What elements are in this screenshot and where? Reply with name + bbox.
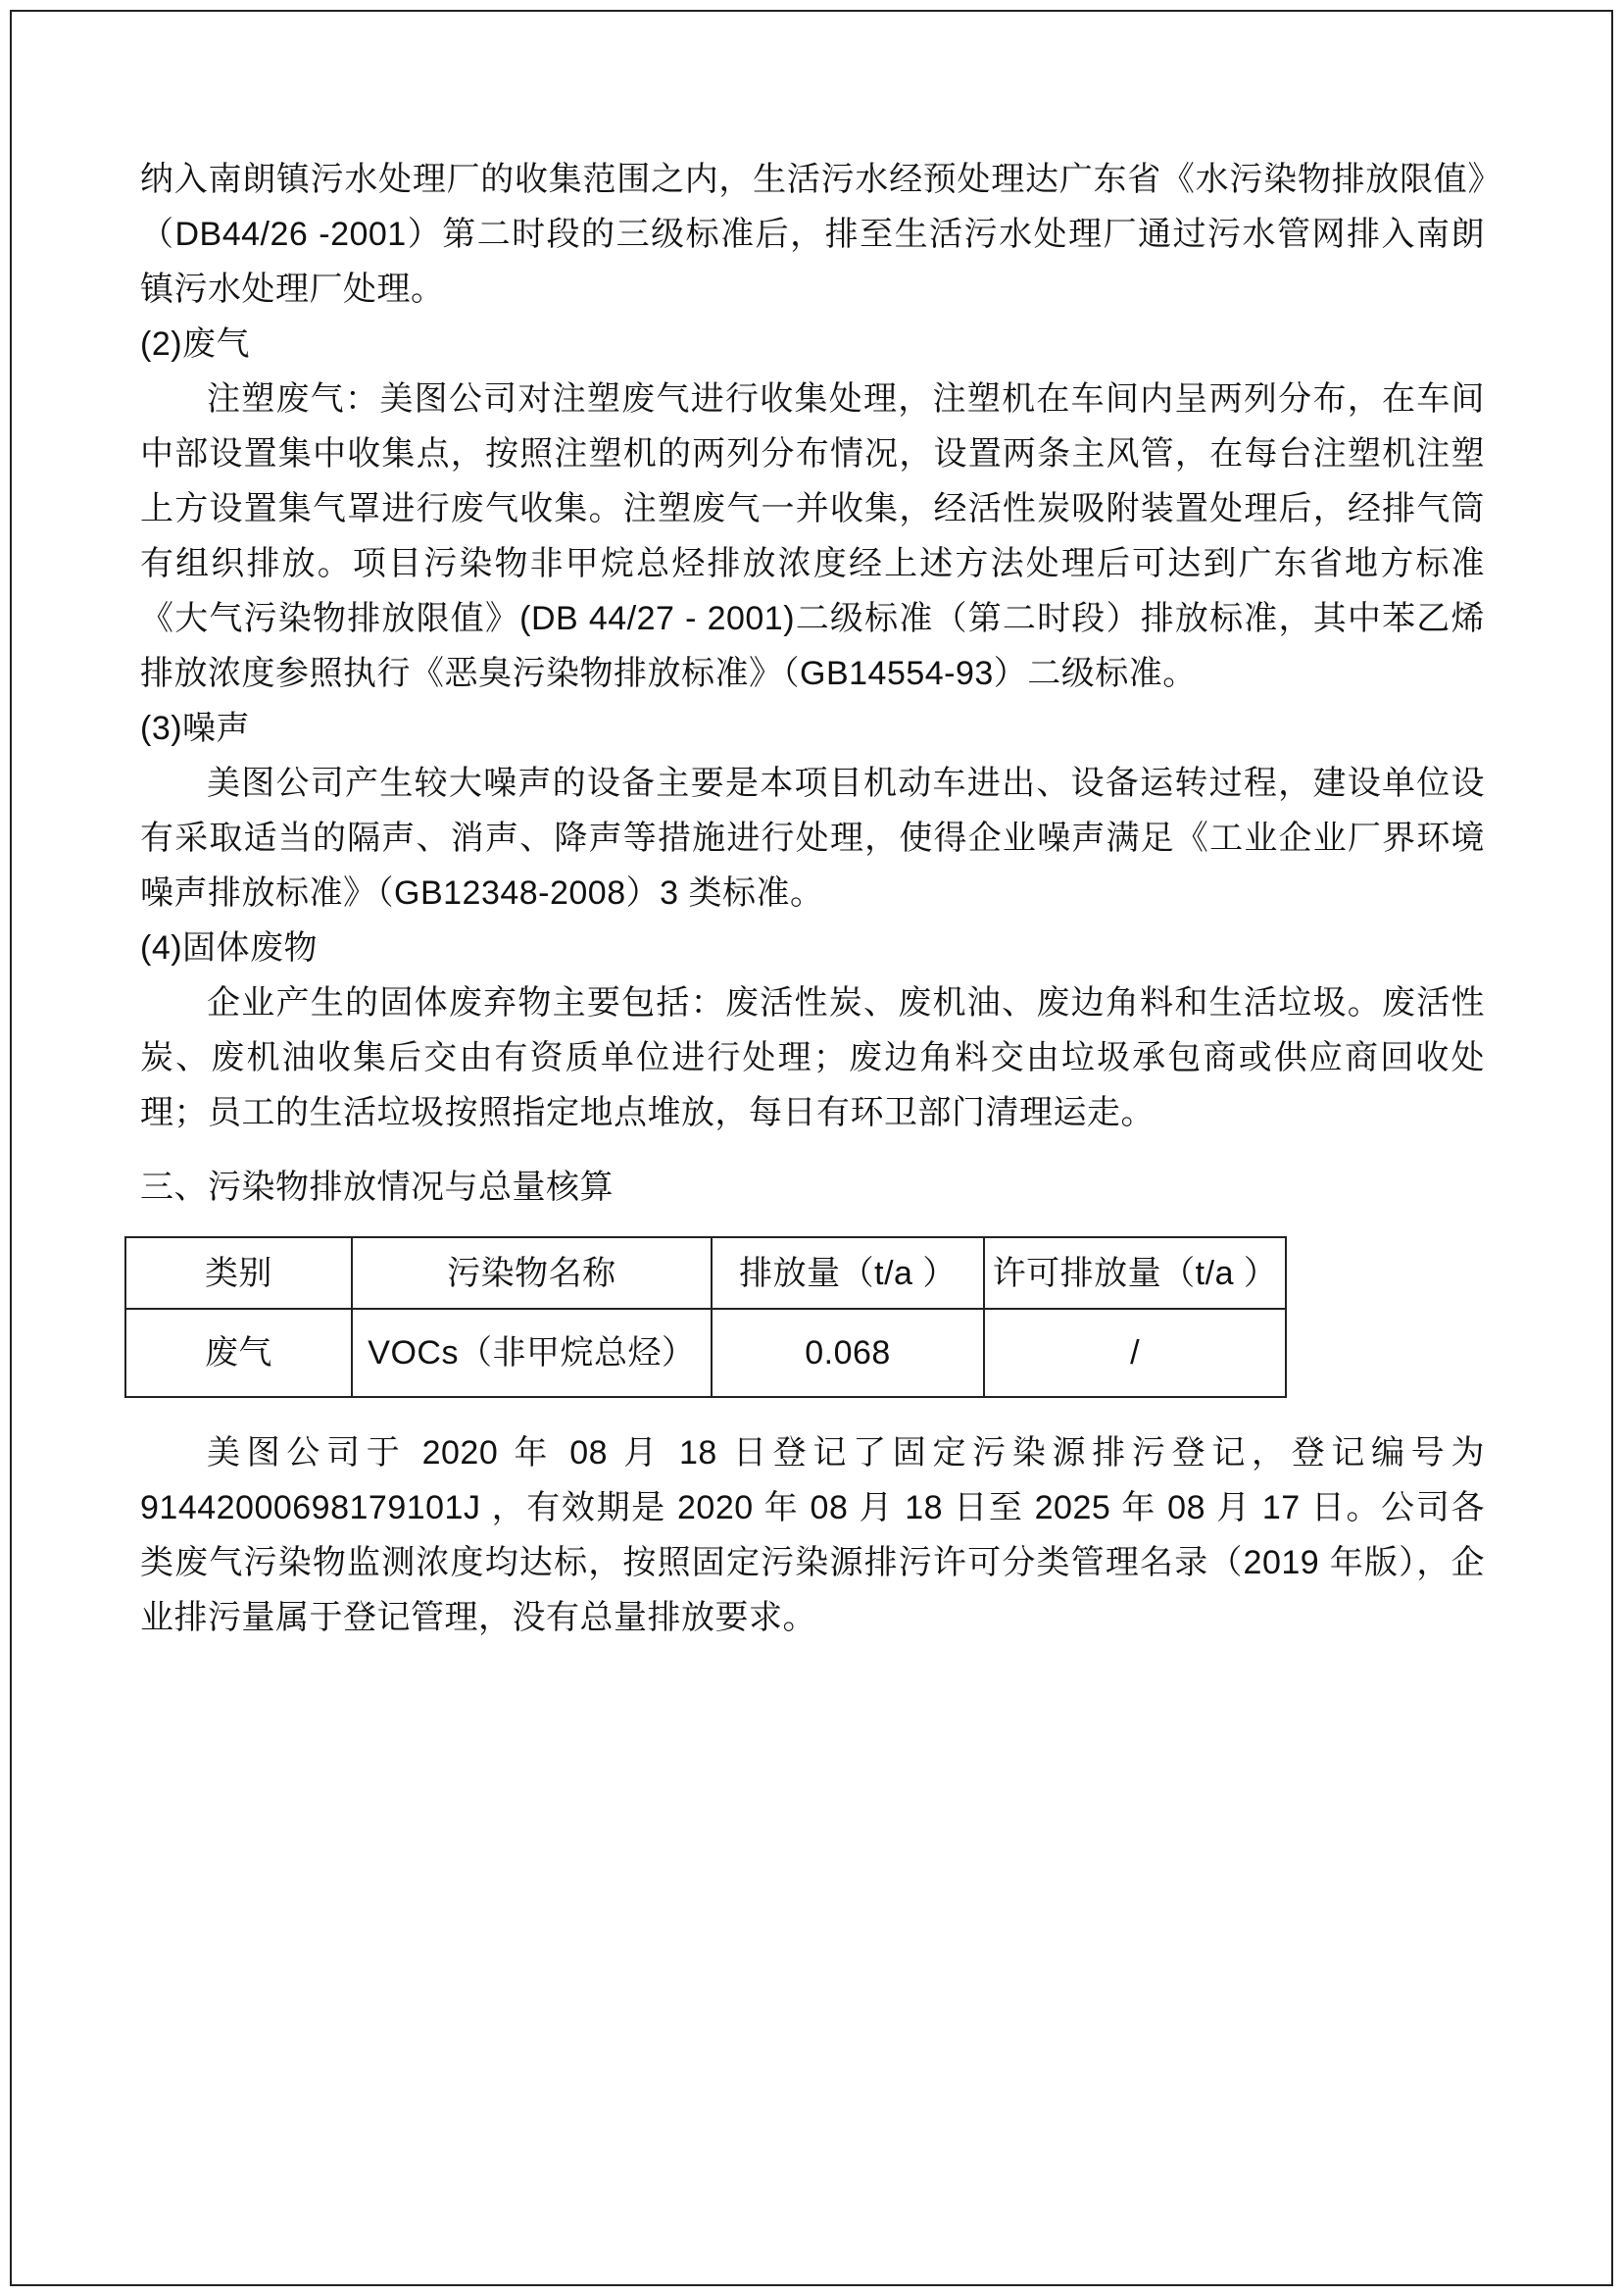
table-header-row <box>125 1237 1286 1309</box>
paragraph-wastewater-treatment: 纳入南朗镇污水处理厂的收集范围之内，生活污水经预处理达广东省《水污染物排放限值》（DB44/26 -2001）第二时段的三级标准后，排至生活污水处理厂通过污水管网排入南朗镇污水处理厂处理。 <box>140 161 1485 308</box>
paragraph-waste-gas: 注塑废气：美图公司对注塑废气进行收集处理，注塑机在车间内呈两列分布，在车间中部设置集中收集点，按照注塑机的两列分布情况，设置两条主风管，在每台注塑机注塑上方设置集气罩进行废气收集。注塑废气一并收集，经活性炭吸附装置处理后，经排气筒有组织排放。项目污染物非甲烷总烃排放浓度经上述方法处理后可达到广东省地方标准《大气污染物排放限值》(DB 44/27 - 2001)二级标准（第二时段）排放标准，其中苯乙烯排放浓度参照执行《恶臭污染物排放标准》（GB14554-93）二级标准。 <box>140 380 1485 692</box>
table-cell-pollutant: VOCs（非甲烷总烃） <box>352 1309 712 1397</box>
paragraph-solid-waste: 企业产生的固体废弃物主要包括：废活性炭、废机油、废边角料和生活垃圾。废活性炭、废机油收集后交由有资质单位进行处理；废边角料交由垃圾承包商或供应商回收处理；员工的生活垃圾按照指定地点堆放，每日有环卫部门清理运走。 <box>140 984 1485 1131</box>
heading-waste-gas: (2)废气 <box>140 325 251 363</box>
table-header-category: 类别 <box>125 1237 352 1309</box>
table-header-permitted-amount: 许可排放量（t/a ） <box>984 1237 1286 1309</box>
table-cell-category: 废气 <box>125 1309 352 1397</box>
document-body <box>140 152 1485 1645</box>
paragraph-registration-info: 美图公司于 2020 年 08 月 18 日登记了固定污染源排污登记，登记编号为 91442000698179101J ，有效期是 2020 年 08 月 18 日至 2025 年 08 月 17 日。公司各类废气污染物监测浓度均达标，按照固定污染源排污许可分类管理名录（2019 年版），企业排污量属于登记管理，没有总量排放要求。 <box>140 1434 1485 1636</box>
table-header-pollutant-name: 污染物名称 <box>352 1237 712 1309</box>
heading-noise: (3)噪声 <box>140 710 251 747</box>
table-cell-emission: 0.068 <box>712 1309 984 1397</box>
table-header-emission-amount: 排放量（t/a ） <box>712 1237 984 1309</box>
paragraph-noise: 美图公司产生较大噪声的设备主要是本项目机动车进出、设备运转过程，建设单位设有采取适当的隔声、消声、降声等措施进行处理，使得企业噪声满足《工业企业厂界环境噪声排放标准》（GB12348-2008）3 类标准。 <box>140 765 1485 912</box>
emission-summary-table <box>124 1236 1287 1398</box>
section-heading-emissions: 三、污染物排放情况与总量核算 <box>140 1169 614 1206</box>
table-row <box>125 1309 1286 1397</box>
table-cell-permitted: / <box>984 1309 1286 1397</box>
heading-solid-waste: (4)固体废物 <box>140 929 319 967</box>
